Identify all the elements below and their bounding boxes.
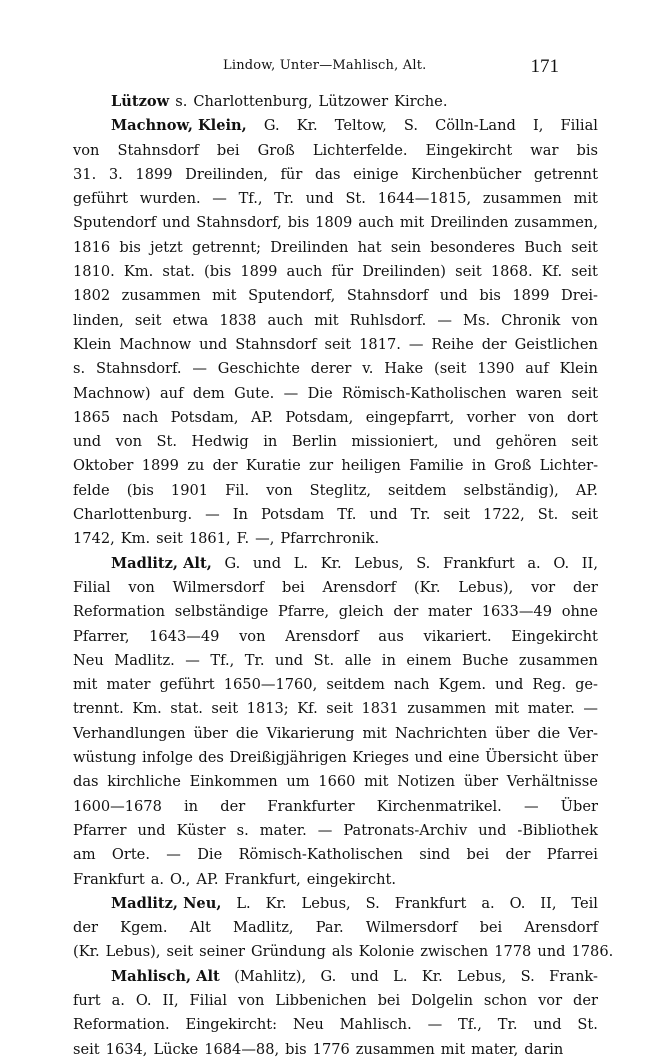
dictionary-entry	[73, 892, 614, 965]
dictionary-entry	[73, 114, 598, 551]
entry-line: Reformation selbständige Pfarre, gleich der mater 1633—49 ohne	[73, 603, 598, 621]
entry-line: geführt wurden. — Tf., Tr. und St. 1644—1815, zusammen mit	[73, 190, 598, 208]
entry-line: furt a. O. II, Filial von Libbenichen bei Dolgelin schon vor der	[73, 991, 598, 1009]
page-header	[73, 56, 559, 80]
entry-headword: Madlitz, Alt,	[111, 554, 212, 572]
entry-line: von Stahnsdorf bei Groß Lichterfelde. Eingekircht war bis	[73, 141, 598, 159]
dictionary-entry	[73, 965, 598, 1062]
entry-headword: Lützow	[111, 93, 170, 110]
entry-line: Sputendorf und Stahnsdorf, bis 1809 auch mit Dreilinden zusammen,	[73, 214, 598, 232]
entry-headword: Machnow, Klein,	[111, 117, 247, 135]
entry-line: Filial von Wilmersdorf bei Arensdorf (Kr. Lebus), vor der	[73, 578, 598, 596]
dictionary-entry	[73, 90, 598, 114]
entry-line: Pfarrer und Küster s. mater. — Patronats-Archiv und -Bibliothek	[73, 821, 598, 839]
entry-line: Pfarrer, 1643—49 von Arensdorf aus vikariert. Eingekircht	[73, 627, 598, 645]
entry-line: mit mater geführt 1650—1760, seitdem nach Kgem. und Reg. ge-	[73, 676, 598, 694]
dictionary-entry	[73, 552, 598, 892]
entry-line: am Orte. — Die Römisch-Katholischen sind bei der Pfarrei	[73, 846, 598, 864]
running-head: Lindow, Unter—Mahlisch, Alt.	[223, 58, 427, 73]
entry-line: Klein Machnow und Stahnsdorf seit 1817. — Reihe der Geistlichen	[73, 335, 598, 353]
entry-first-line: Mahlisch, Alt (Mahlitz), G. und L. Kr. Lebus, S. Frank-	[73, 965, 598, 989]
entry-line: und von St. Hedwig in Berlin missioniert, und gehören seit	[73, 433, 598, 451]
entry-line: s. Stahnsdorf. — Geschichte derer v. Hake (seit 1390 auf Klein	[73, 360, 598, 378]
page-number: 171	[530, 56, 559, 77]
entry-line: wüstung infolge des Dreißigjährigen Krieges und eine Übersicht über	[73, 749, 598, 767]
entry-line: (Kr. Lebus), seit seiner Gründung als Kolonie zwischen 1778 und 1786.	[73, 943, 614, 961]
entry-line: 1600—1678 in der Frankfurter Kirchenmatrikel. — Über	[73, 797, 598, 815]
entry-line: der Kgem. Alt Madlitz, Par. Wilmersdorf bei Arensdorf	[73, 919, 598, 937]
entry-line: trennt. Km. stat. seit 1813; Kf. seit 1831 zusammen mit mater. —	[73, 700, 598, 718]
entry-line: Charlottenburg. — In Potsdam Tf. und Tr. seit 1722, St. seit	[73, 506, 598, 524]
entry-line: 1810. Km. stat. (bis 1899 auch für Dreilinden) seit 1868. Kf. seit	[73, 263, 598, 281]
entry-line: Neu Madlitz. — Tf., Tr. und St. alle in einem Buche zusammen	[73, 651, 598, 669]
entry-first-line: Lützow s. Charlottenburg, Lützower Kirche.	[73, 90, 598, 114]
entry-line: Verhandlungen über die Vikarierung mit Nachrichten über die Ver-	[73, 724, 598, 742]
entry-line: Oktober 1899 zu der Kuratie zur heiligen Familie in Groß Lichter-	[73, 457, 598, 475]
entry-line: 1865 nach Potsdam, AP. Potsdam, eingepfarrt, vorher von dort	[73, 408, 598, 426]
entry-line: Frankfurt a. O., AP. Frankfurt, eingekircht.	[73, 870, 397, 888]
entry-line: 31. 3. 1899 Dreilinden, für das einige Kirchenbücher getrennt	[73, 165, 598, 183]
entry-line: seit 1634, Lücke 1684—88, bis 1776 zusammen mit mater, darin	[73, 1040, 564, 1058]
entry-line: linden, seit etwa 1838 auch mit Ruhlsdorf. — Ms. Chronik von	[73, 311, 598, 329]
entry-headword: Mahlisch, Alt	[111, 967, 220, 985]
entry-line: felde (bis 1901 Fil. von Steglitz, seitdem selbständig), AP.	[73, 481, 598, 499]
entry-line: Machnow) auf dem Gute. — Die Römisch-Katholischen waren seit	[73, 384, 598, 402]
entry-first-line: Madlitz, Neu, L. Kr. Lebus, S. Frankfurt a. O. II, Teil	[73, 892, 598, 916]
entry-first-line: Machnow, Klein, G. Kr. Teltow, S. Cölln-Land I, Filial	[73, 114, 598, 138]
page-body	[73, 90, 614, 1062]
entry-line: 1742, Km. seit 1861, F. —, Pfarrchronik.	[73, 530, 380, 548]
entry-line: 1816 bis jetzt getrennt; Dreilinden hat sein besonderes Buch seit	[73, 238, 598, 256]
entry-line: Reformation. Eingekircht: Neu Mahlisch. — Tf., Tr. und St.	[73, 1016, 598, 1034]
entry-headword: Madlitz, Neu,	[111, 894, 222, 912]
entry-first-line: Madlitz, Alt, G. und L. Kr. Lebus, S. Frankfurt a. O. II,	[73, 552, 598, 576]
entry-line: das kirchliche Einkommen um 1660 mit Notizen über Verhältnisse	[73, 773, 598, 791]
entry-line: 1802 zusammen mit Sputendorf, Stahnsdorf und bis 1899 Drei-	[73, 287, 598, 305]
